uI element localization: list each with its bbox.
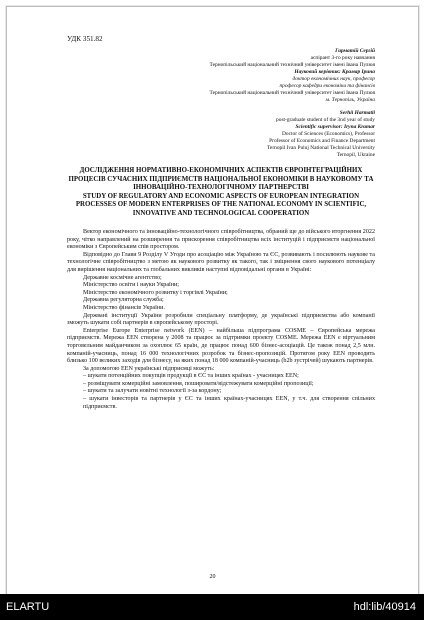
paper-title <box>67 167 375 218</box>
author-university: Тернопільський національний технічний університет імені Івана Пулюя <box>209 62 375 68</box>
supervisor-position: професор кафедри економіки та фінансів <box>279 83 375 89</box>
author-name: Гарматій Сергій <box>335 48 375 54</box>
list-item: Міністерство економічного розвитку і торгівлі України; <box>83 289 228 296</box>
list-item: Державне космічне агентство; <box>83 274 162 281</box>
paper-body <box>67 229 375 411</box>
supervisor-position-en: Professor of Economics and Finance Department <box>269 138 375 144</box>
supervisor-university-en: Ternopil Ivan Puluj National Technical University <box>267 145 375 151</box>
author-status-en: post-graduate student of the 3nd year of study <box>276 117 375 123</box>
author-status: аспірант 3-го року навчання <box>310 55 375 61</box>
handle-link[interactable]: hdl:lib/40914 <box>353 601 416 613</box>
document-page <box>6 6 419 596</box>
list-item: Міністерство фінансів України. <box>83 304 165 311</box>
udk-code: УДК 351.82 <box>67 35 103 43</box>
author-name-en: Serhii Harmatii <box>339 110 375 116</box>
repository-footer <box>0 594 424 620</box>
repository-name: ELARTU <box>6 601 50 613</box>
page-content <box>67 35 375 411</box>
paragraph: Відповідно до Глави 9 Розділу V Угоди про асоціацію між Україною та ЄС, розвивають і посилюють наукове та технологічне співробітництво з метою як наукового розвитку як такого, так і зміцнення свого наукового потенціалу для вирішення національних та глобальних викликів наступні відповідальні органи в Україні: <box>67 251 375 273</box>
supervisor-degree-en: Doctor of Sciences (Economics), Professor <box>282 131 375 137</box>
list-item: Міністерство освіти і науки України; <box>83 282 179 289</box>
list-item: – шукати інвесторів та партнерів у ЄС та інших країнах-учасницях EEN, у т.ч. для створення спільних підприємств. <box>83 396 375 410</box>
supervisor-university: Тернопільський національний технічний університет імені Івана Пулюя <box>209 90 375 96</box>
list-item: – шукати та залучати новітні технології з-за кордону; <box>83 388 222 395</box>
author-block-ua <box>67 48 375 104</box>
paragraph: Enterprise Europe Enterprise network (EEN) – найбільша підпрограма COSME – Європейська мережа підприємств. Мережа EEN створена у 2008 та працює за підтримки проекту COSME. Мережа EEN є віртуальним торговельним майданчиком за охоплює 65 країн, де працює понад 600 бізнес-асоціацій. Це також понад 2,5 млн. компаній-учасниць, понад 16 000 технологічних розробок та бізнес-пропозицій. Протягом року EEN проводить близько 100 великих заходів для бізнесу, на яких понад 18 000 компаній-учасниць (b2b зустрічей) шукають партнерів. <box>67 327 375 365</box>
list-item: – розміщувати комерційні замовлення, пошировати/відстежувати комерційні пропозиції; <box>83 380 314 387</box>
page-number: 20 <box>209 574 216 580</box>
title-en: STUDY OF REGULATORY AND ECONOMIC ASPECTS OF EUROPEAN INTEGRATION PROCESSES OF MODERN ENTERPRISES OF THE NATIONAL ECONOMY IN SCIENTIFIC, INNOVATIVE AND TECHNOLOGICAL COOPERATION <box>75 192 367 217</box>
list-item: Державна регуляторна служба; <box>83 297 164 304</box>
title-ua: ДОСЛІДЖЕННЯ НОРМАТИВНО-ЕКОНОМІЧНИХ АСПЕКТІВ ЄВРОІНТЕГРАЦІЙНИХ ПРОЦЕСІВ СУЧАСНИХ ПІДПРИЄМСТВ НАЦІОНАЛЬНОЇ ЕКОНОМІКИ В НАУКОВОМУ ТА ІННОВАЦІЙНО-ТЕХНОЛОГІЧНОМУ ПАРТНЕРСТВІ <box>68 167 374 191</box>
list-item: – шукати потенційних покупців продукції в ЄС та інших країнах - учасницях EEN; <box>83 373 299 380</box>
author-block-en <box>67 110 375 159</box>
supervisor-degree: доктор економічних наук, професор <box>292 76 375 82</box>
paragraph: За допомогою EEN українські підприємці можуть: <box>83 365 215 372</box>
supervisor-name: Науковий керівник: Крамар Ірина <box>294 69 375 75</box>
author-city: м. Тернопіль, Україна <box>325 97 375 103</box>
paragraph: Вектор економічного та інноваційно-технологічного співробітництва, обраний ще до війського вторгнення 2022 року, чітко направлений на розширення та прискорення співробітництва всіх інституцій і підприємств національної економіки з Європейським спів простором. <box>67 229 375 251</box>
supervisor-name-en: Scientific supervisor: Iryna Kramar <box>295 124 375 130</box>
paragraph: Держвані інституції України розробили спеціальну платформу, де українські підприємства або компанії зможуть шукати собі партнерів в європейському просторі. <box>67 312 375 327</box>
author-city-en: Ternopil, Ukraine <box>336 152 375 158</box>
